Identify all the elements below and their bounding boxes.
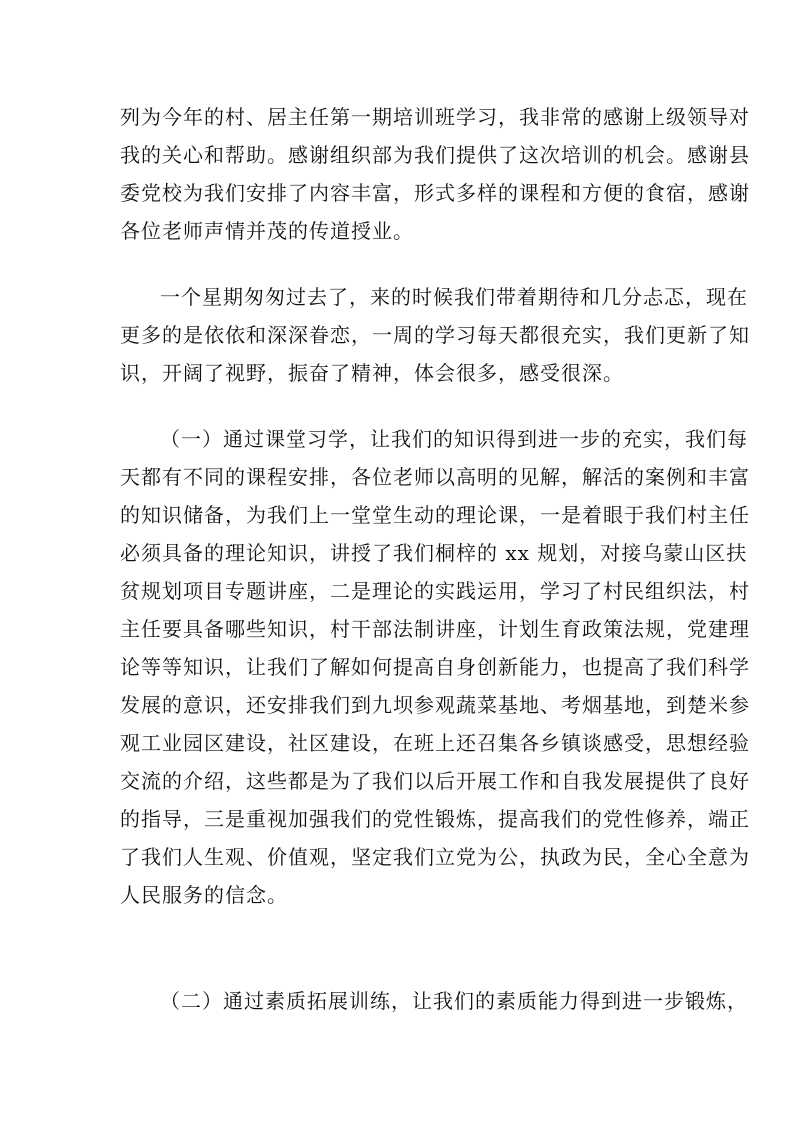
- text-line: 天都有不同的课程安排，各位老师以高明的见解，解活的案例和丰富: [120, 465, 750, 489]
- text-line: 的知识储备，为我们上一堂堂生动的理论课，一是着眼于我们村主任: [120, 503, 750, 527]
- paragraph-week-summary: [120, 278, 750, 392]
- text-line: 必须具备的理论知识，讲授了我们桐梓的 xx 规划，对接乌蒙山区扶: [120, 541, 748, 565]
- text-line: 委党校为我们安排了内容丰富，形式多样的课程和方便的食宿，感谢: [120, 181, 750, 205]
- text-line: （一）通过课堂习学，让我们的知识得到进一步的充实，我们每: [160, 427, 748, 451]
- text-line: 识，开阔了视野，振奋了精神，体会很多，感受很深。: [120, 361, 624, 385]
- text-line: 更多的是依依和深深眷恋，一周的学习每天都很充实，我们更新了知: [120, 323, 750, 347]
- text-line: 了我们人生观、价值观，坚定我们立党为公，执政为民，全心全意为: [120, 845, 750, 869]
- text-line: （二）通过素质拓展训练，让我们的素质能力得到进一步锻炼，: [160, 989, 748, 1013]
- text-line: 的指导，三是重视加强我们的党性锻炼，提高我们的党性修养，端正: [120, 807, 750, 831]
- text-line: 各位老师声情并茂的传道授业。: [120, 219, 414, 243]
- text-line: 论等等知识，让我们了解如何提高自身创新能力，也提高了我们科学: [120, 655, 750, 679]
- text-line: 发展的意识，还安排我们到九坝参观蔬菜基地、考烟基地，到楚米参: [120, 693, 750, 717]
- text-line: 交流的介绍，这些都是为了我们以后开展工作和自我发展提供了良好: [120, 769, 750, 793]
- text-line: 我的关心和帮助。感谢组织部为我们提供了这次培训的机会。感谢县: [120, 143, 750, 167]
- paragraph-gratitude: [120, 98, 750, 250]
- text-line: 列为今年的村、居主任第一期培训班学习，我非常的感谢上级领导对: [120, 105, 750, 129]
- text-line: 贫规划项目专题讲座，二是理论的实践运用，学习了村民组织法，村: [120, 579, 750, 603]
- text-line: 人民服务的信念。: [120, 883, 288, 907]
- text-line: 观工业园区建设，社区建设，在班上还召集各乡镇谈感受，思想经验: [120, 731, 750, 755]
- text-line: 一个星期匆匆过去了，来的时候我们带着期待和几分忐忑，现在: [160, 285, 748, 309]
- paragraph-classroom-learning: [120, 420, 750, 914]
- text-line: 主任要具备哪些知识，村干部法制讲座，计划生育政策法规，党建理: [120, 617, 750, 641]
- paragraph-quality-training: [120, 982, 748, 1020]
